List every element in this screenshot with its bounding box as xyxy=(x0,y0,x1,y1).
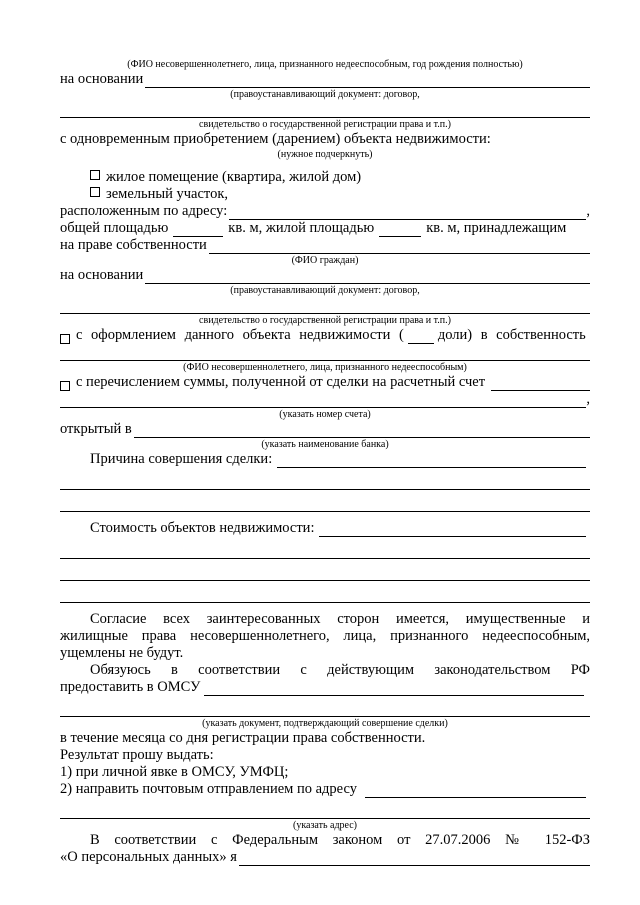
caption-doc-3: (правоустанавливающий документ: договор, xyxy=(230,285,420,296)
reason-label: Причина совершения сделки: xyxy=(90,451,273,467)
within-month: в течение месяца со дня регистрации права собственности. xyxy=(60,730,426,746)
share-field[interactable] xyxy=(408,331,434,344)
cost-field[interactable] xyxy=(319,524,586,537)
law-2-label: «О персональных данных» я xyxy=(60,849,237,865)
basis-label-2: на основании xyxy=(60,267,144,283)
caption-fio-citizens: (ФИО граждан) xyxy=(291,255,359,266)
obligation-1: Обязуюсь в соответствии с действующим законодательством РФ xyxy=(90,662,590,678)
address-line xyxy=(60,203,590,220)
caption-account: (указать номер счета) xyxy=(279,409,371,420)
total-area-field[interactable] xyxy=(173,224,223,237)
basis-field-2[interactable] xyxy=(60,101,590,118)
cost-field-3[interactable] xyxy=(60,559,590,581)
area-line xyxy=(60,220,590,237)
basis-field-3[interactable] xyxy=(145,271,590,284)
result-1: 1) при личной явке в ОМСУ, УМФЦ; xyxy=(60,764,289,780)
caption-doc-1: (правоустанавливающий документ: договор, xyxy=(230,89,420,100)
ownership-line xyxy=(60,237,590,254)
caption-fio-minor-short: (ФИО несовершеннолетнего, лица, признанного недееспособным) xyxy=(183,362,467,373)
area-total-label: общей площадью xyxy=(60,220,169,236)
address-field[interactable] xyxy=(229,207,586,220)
caption-fio-minor: (ФИО несовершеннолетнего, лица, признанного недееспособным, год рождения полностью) xyxy=(127,59,523,70)
deal-doc-field[interactable] xyxy=(60,696,590,717)
transfer-label: с перечислением суммы, полученной от сделки на расчетный счет xyxy=(76,374,486,390)
caption-address: (указать адрес) xyxy=(292,820,358,831)
account-line-2 xyxy=(60,391,590,408)
transfer-option[interactable] xyxy=(60,374,590,391)
law-1: В соответствии с Федеральным законом от 27.07.2006 № 152-ФЗ xyxy=(90,832,590,848)
option-land-label: земельный участок, xyxy=(106,186,228,202)
option-dwelling[interactable] xyxy=(60,169,590,186)
registration-label-a: с оформлением данного объекта недвижимости ( xyxy=(76,327,404,343)
omsu-label: предоставить в ОМСУ xyxy=(60,679,201,695)
bank-line xyxy=(60,421,590,438)
consent-1: Согласие всех заинтересованных сторон имеется, имущественные и xyxy=(90,611,590,627)
registration-label-b: доли) в собственность xyxy=(437,327,586,343)
bank-field[interactable] xyxy=(134,425,590,438)
address-label: расположенным по адресу: xyxy=(60,203,228,219)
caption-deal-doc: (указать документ, подтверждающий совершение сделки) xyxy=(202,718,448,729)
ownership-label: на праве собственности xyxy=(60,237,207,253)
post-label: 2) направить почтовым отправлением по адресу xyxy=(60,781,357,797)
law-2 xyxy=(60,849,590,866)
acquisition-line: с одновременным приобретением (дарением) объекта недвижимости: xyxy=(60,131,491,147)
address-comma: , xyxy=(586,203,590,219)
area-belonging-label: кв. м, принадлежащим xyxy=(426,220,567,236)
living-area-field[interactable] xyxy=(379,224,421,237)
checkbox-icon[interactable] xyxy=(60,334,70,344)
basis-field-4[interactable] xyxy=(60,297,590,314)
reason-field-3[interactable] xyxy=(60,490,590,512)
caption-underline: (нужное подчеркнуть) xyxy=(277,149,373,160)
registration-option[interactable] xyxy=(60,327,590,344)
checkbox-icon[interactable] xyxy=(90,170,100,180)
area-living-label: кв. м, жилой площадью xyxy=(228,220,375,236)
checkbox-icon[interactable] xyxy=(90,187,100,197)
caption-doc-4: свидетельство о государственной регистрации права и т.п.) xyxy=(199,315,451,326)
result-2 xyxy=(60,781,590,798)
bank-label: открытый в xyxy=(60,421,132,437)
checkbox-icon[interactable] xyxy=(60,381,70,391)
consent-3: ущемлены не будут. xyxy=(60,645,184,661)
basis-line xyxy=(60,71,590,88)
basis-line-2 xyxy=(60,267,590,284)
consent-name-field[interactable] xyxy=(239,853,590,866)
basis-label: на основании xyxy=(60,71,144,87)
cost-field-4[interactable] xyxy=(60,581,590,603)
reason-field-2[interactable] xyxy=(60,468,590,490)
account-comma: , xyxy=(586,391,590,407)
caption-bank: (указать наименование банка) xyxy=(261,439,389,450)
consent-2: жилищные права несовершеннолетнего, лица, признанного недееспособным, xyxy=(60,628,590,644)
cost-field-2[interactable] xyxy=(60,537,590,559)
account-field-2[interactable] xyxy=(60,395,586,408)
obligation-2 xyxy=(60,679,590,696)
cost-label: Стоимость объектов недвижимости: xyxy=(90,520,315,536)
result-request: Результат прошу выдать: xyxy=(60,747,214,763)
basis-field[interactable] xyxy=(145,75,590,88)
account-field[interactable] xyxy=(491,378,590,391)
omsu-field[interactable] xyxy=(204,683,584,696)
registration-owner-field[interactable] xyxy=(60,344,590,361)
ownership-field[interactable] xyxy=(209,241,590,254)
option-land[interactable] xyxy=(60,186,590,203)
post-address-field-2[interactable] xyxy=(60,798,590,819)
application-form xyxy=(60,58,590,866)
reason-field[interactable] xyxy=(277,455,586,468)
option-dwelling-label: жилое помещение (квартира, жилой дом) xyxy=(106,169,362,185)
reason-line xyxy=(60,451,590,468)
cost-line xyxy=(60,520,590,537)
post-address-field[interactable] xyxy=(365,785,586,798)
caption-doc-2: свидетельство о государственной регистрации права и т.п.) xyxy=(199,119,451,130)
